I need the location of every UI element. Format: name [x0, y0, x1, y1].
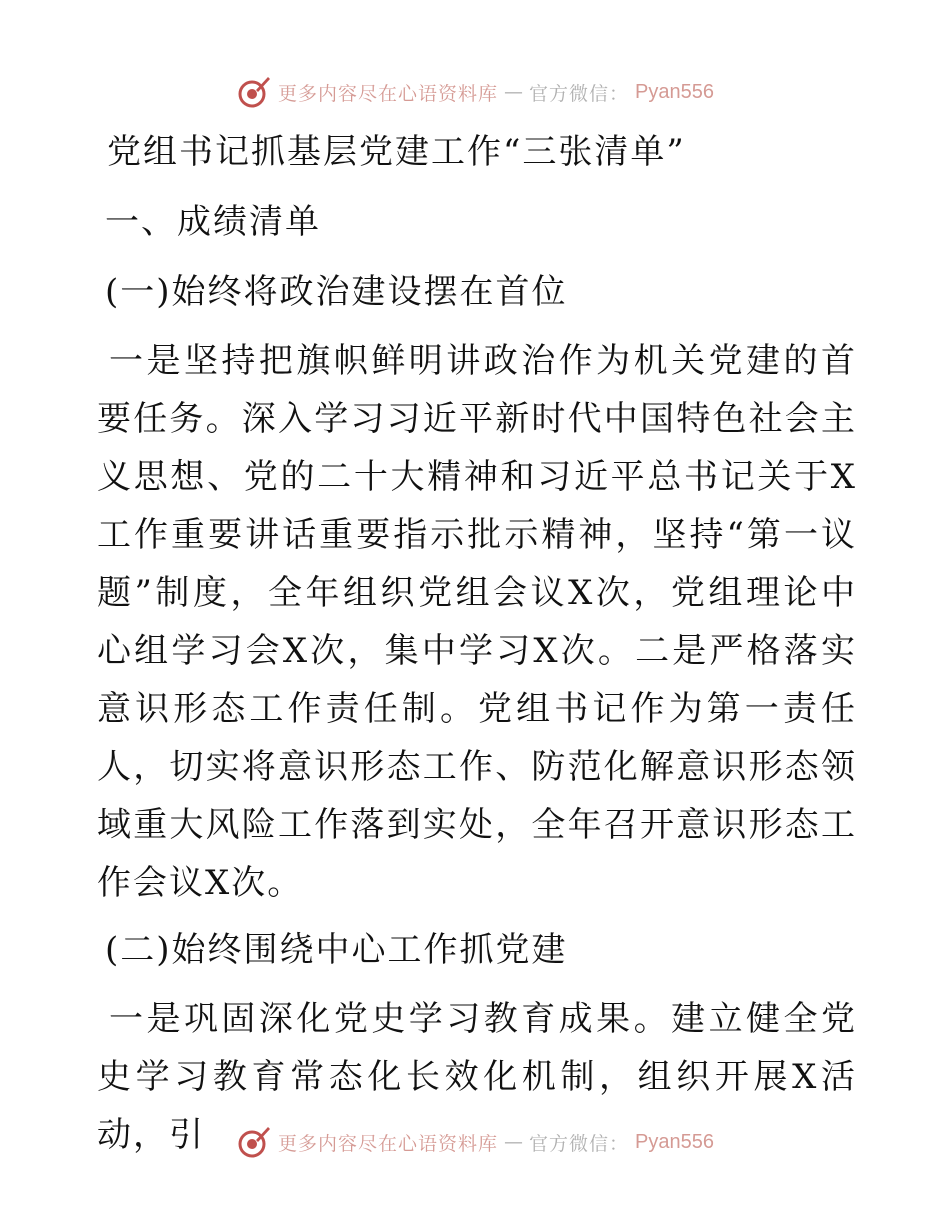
- pen-circle-icon: [236, 1124, 272, 1160]
- header-watermark: [0, 72, 950, 112]
- watermark-wechat-id: Pyan556: [635, 80, 714, 103]
- watermark-dash: —: [504, 81, 524, 103]
- section-heading-1: 一、成绩清单: [105, 202, 321, 242]
- footer-watermark: [0, 1122, 950, 1162]
- watermark-text: 更多内容尽在心语资料库: [278, 82, 499, 105]
- paragraph-2: 一是巩固深化党史学习教育成果。建立健全党史学习教育常态化长效化机制，组织开展X活动，引: [97, 999, 857, 1155]
- subsection-heading-2: (二)始终围绕中心工作抓党建: [105, 930, 568, 970]
- document-title: 党组书记抓基层党建工作“三张清单”: [107, 132, 686, 172]
- subsection-heading-1: (一)始终将政治建设摆在首位: [105, 272, 568, 312]
- watermark-dash: —: [504, 1131, 524, 1153]
- watermark-text: 更多内容尽在心语资料库: [278, 1132, 499, 1155]
- pen-circle-icon: [236, 74, 272, 110]
- paragraph-1: 一是坚持把旗帜鲜明讲政治作为机关党建的首要任务。深入学习习近平新时代中国特色社会主义思想、党的二十大精神和习近平总书记关于X工作重要讲话重要指示批示精神，坚持“第一议题”制度，全年组织党组会议X次，党组理论中心组学习会X次，集中学习X次。二是严格落实意识形态工作责任制。党组书记作为第一责任人，切实将意识形态工作、防范化解意识形态领域重大风险工作落到实处，全年召开意识形态工作会议X次。: [97, 341, 857, 903]
- watermark-wechat-label: 官方微信：: [529, 82, 630, 105]
- watermark-wechat-id: Pyan556: [635, 1130, 714, 1153]
- watermark-wechat-label: 官方微信：: [529, 1132, 630, 1155]
